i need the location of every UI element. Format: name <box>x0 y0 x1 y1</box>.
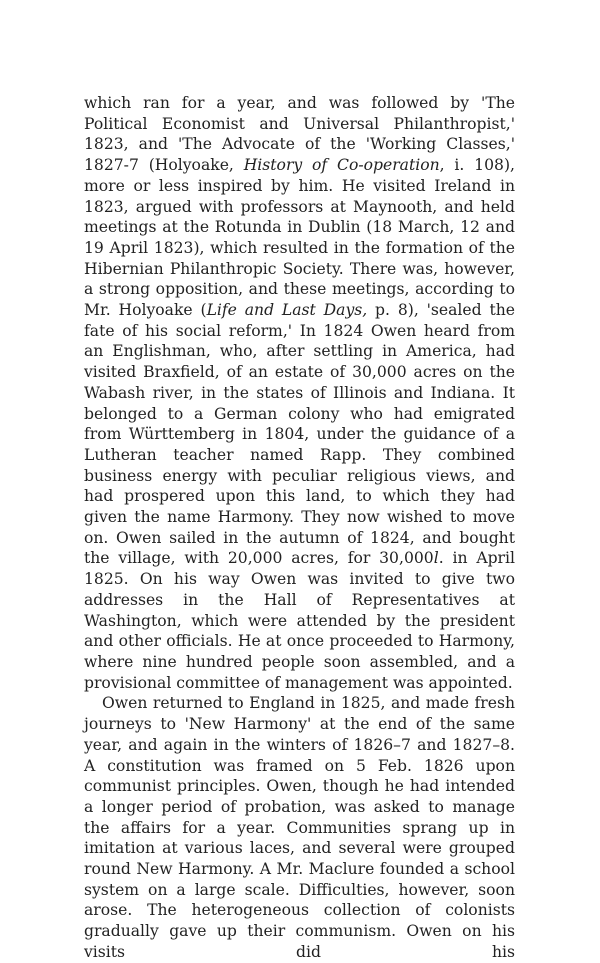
currency-pound-symbol: l <box>433 549 439 568</box>
text-segment: , i. 108), more or less inspired by him. He visited Ireland in 1823, argued with professors at Maynooth, and held meetings at the Rotunda in Dublin (18 March, 12 and 19 April 1823), which resulted in the formation of the Hibernian Philanthropic Society. There was, however, a strong opposition, and these meetings, according to Mr. Holyoake ( <box>84 156 515 320</box>
text-segment: p. 8), 'sealed the fate of his social reform,' In 1824 Owen heard from an Englishman, who, after settling in America, had visited Braxfield, of an estate of 30,000 acres on the Wabash river, in the states of Illinois and Indiana. It belonged to a German colony who had emigrated from Württemberg in 1804, under the guidance of a Lutheran teacher named Rapp. They combined business energy with peculiar religious views, and had prospered upon this land, to which they had given the name Harmony. They now wished to move on. Owen sailed in the autumn of 1824, and bought the village, with 20,000 acres, for 30,000 <box>84 301 515 568</box>
body-text <box>84 93 515 963</box>
paragraph-1 <box>84 93 515 693</box>
text-segment: which ran for a year, and was followed by 'The Political Economist and Universal Philanthropist,' 1823, and 'The Advocate of the 'Working Classes,' 1827-7 (Holyoake, <box>84 94 515 175</box>
text-segment: Owen returned to England in 1825, and made fresh journeys to 'New Harmony' at the end of the same year, and again in the winters of 1826–7 and 1827–8. A constitution was framed on 5 Feb. 1826 upon communist principles. Owen, though he had intended a longer period of probation, was asked to manage the affairs for a year. Communities sprang up in imitation at various laces, and several were grouped round New Harmony. A Mr. Maclure founded a school system on a large scale. Difficulties, however, soon arose. The heterogeneous collection of colonists gradually gave up their communism. Owen on his visits did his <box>84 694 515 961</box>
text-segment: . in April 1825. On his way Owen was invited to give two addresses in the Hall of Representatives at Washington, which were attended by the president and other officials. He at once proceeded to Harmony, where nine hundred people soon assembled, and a provisional committee of management was appointed. <box>84 549 515 692</box>
book-title-history-of-cooperation: History of Co-operation <box>243 156 440 175</box>
paragraph-2 <box>84 693 515 962</box>
book-title-life-and-last-days: Life and Last Days, <box>206 301 368 320</box>
